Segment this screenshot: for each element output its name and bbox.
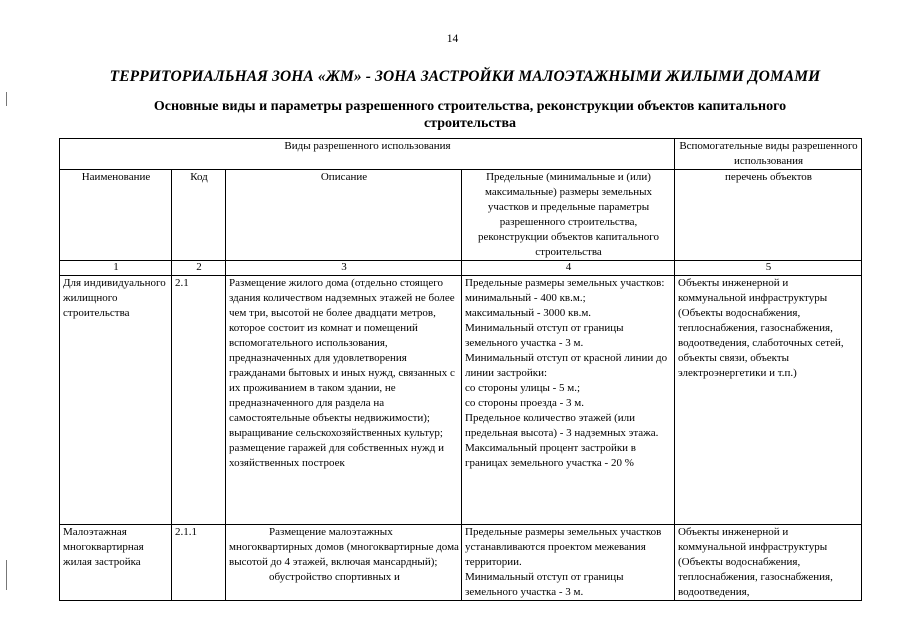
use-params	[462, 276, 675, 525]
auxiliary-objects: Объекты инженерной и коммунальной инфраструктуры (Объекты водоснабжения, теплоснабжения, газоснабжения, водоотведения, слаботочных сетей, объекты связи, объекты электроэнергетики и т.п.)	[675, 276, 862, 525]
column-number: 1	[60, 261, 172, 276]
param-line: Предельные размеры земельных участков:	[465, 277, 665, 289]
column-number: 4	[462, 261, 675, 276]
group-header-auxiliary: Вспомогательные виды разрешенного использования	[675, 139, 862, 170]
use-code: 2.1	[172, 276, 226, 525]
description-text: обустройство спортивных и	[269, 571, 400, 583]
page-number: 14	[446, 33, 459, 45]
margin-mark	[6, 92, 7, 106]
param-line: Предельные размеры земельных участков устанавливаются проектом межевания территории.	[465, 526, 662, 568]
description-text: выращивание сельскохозяйственных культур;	[229, 427, 443, 439]
param-line: максимальный - 3000 кв.м.	[465, 307, 592, 319]
group-header-main: Виды разрешенного использования	[60, 139, 675, 170]
column-number: 5	[675, 261, 862, 276]
table-row	[60, 525, 862, 601]
auxiliary-objects: Объекты инженерной и коммунальной инфраструктуры (Объекты водоснабжения, теплоснабжения, газоснабжения, водоотведения,	[675, 525, 862, 601]
section-subtitle: Основные виды и параметры разрешенного строительства, реконструкции объектов капитального строительства	[153, 99, 787, 131]
use-params	[462, 525, 675, 601]
param-line: со стороны улицы - 5 м.;	[465, 382, 581, 394]
use-description	[226, 276, 462, 525]
table-row	[60, 276, 862, 525]
description-text: размещение гаражей для собственных нужд и хозяйственных построек	[229, 442, 444, 469]
column-number: 3	[226, 261, 462, 276]
margin-mark	[6, 560, 7, 590]
column-header-description: Описание	[226, 170, 462, 261]
column-header-params: Предельные (минимальные и (или) максимальные) размеры земельных участков и предельные параметры разрешенного строительства, реконструкции объектов капитального строительства	[462, 170, 675, 261]
param-line: Минимальный отступ от границы земельного участка - 3 м.	[465, 571, 624, 598]
column-header-code: Код	[172, 170, 226, 261]
regulations-table	[59, 138, 862, 601]
column-header-row	[60, 170, 862, 261]
param-line: минимальный - 400 кв.м.;	[465, 292, 586, 304]
param-line: со стороны проезда - 3 м.	[465, 397, 584, 409]
description-text: Размещение жилого дома (отдельно стоящего здания количеством надземных этажей не более чем три, высотой не более двадцати метров, которое состоит из комнат и помещений вспомогательного использования, предназначенных для удовлетворения гражданами бытовых и иных нужд, связанных с их проживанием в таком здании, не предназначенного для раздела на самостоятельные объекты недвижимости);	[229, 277, 455, 424]
column-header-name: Наименование	[60, 170, 172, 261]
param-line: Предельное количество этажей (или предельная высота) - 3 надземных этажа.	[465, 412, 659, 439]
use-name: Малоэтажная многоквартирная жилая застройка	[60, 525, 172, 601]
group-header-row	[60, 139, 862, 170]
param-line: Минимальный отступ от красной линии до линии застройки:	[465, 352, 668, 379]
param-line: Минимальный отступ от границы земельного участка - 3 м.	[465, 322, 624, 349]
zone-title: ТЕРРИТОРИАЛЬНАЯ ЗОНА «ЖМ» - ЗОНА ЗАСТРОЙКИ МАЛОЭТАЖНЫМИ ЖИЛЫМИ ДОМАМИ	[109, 68, 821, 85]
param-line: Максимальный процент застройки в границах земельного участка - 20 %	[465, 442, 636, 469]
column-number: 2	[172, 261, 226, 276]
column-number-row	[60, 261, 862, 276]
use-name: Для индивидуального жилищного строительства	[60, 276, 172, 525]
use-description	[226, 525, 462, 601]
use-code: 2.1.1	[172, 525, 226, 601]
column-header-objects: перечень объектов	[675, 170, 862, 261]
description-text: Размещение малоэтажных многоквартирных домов (многоквартирные дома высотой до 4 этажей, включая мансардный);	[229, 526, 459, 568]
